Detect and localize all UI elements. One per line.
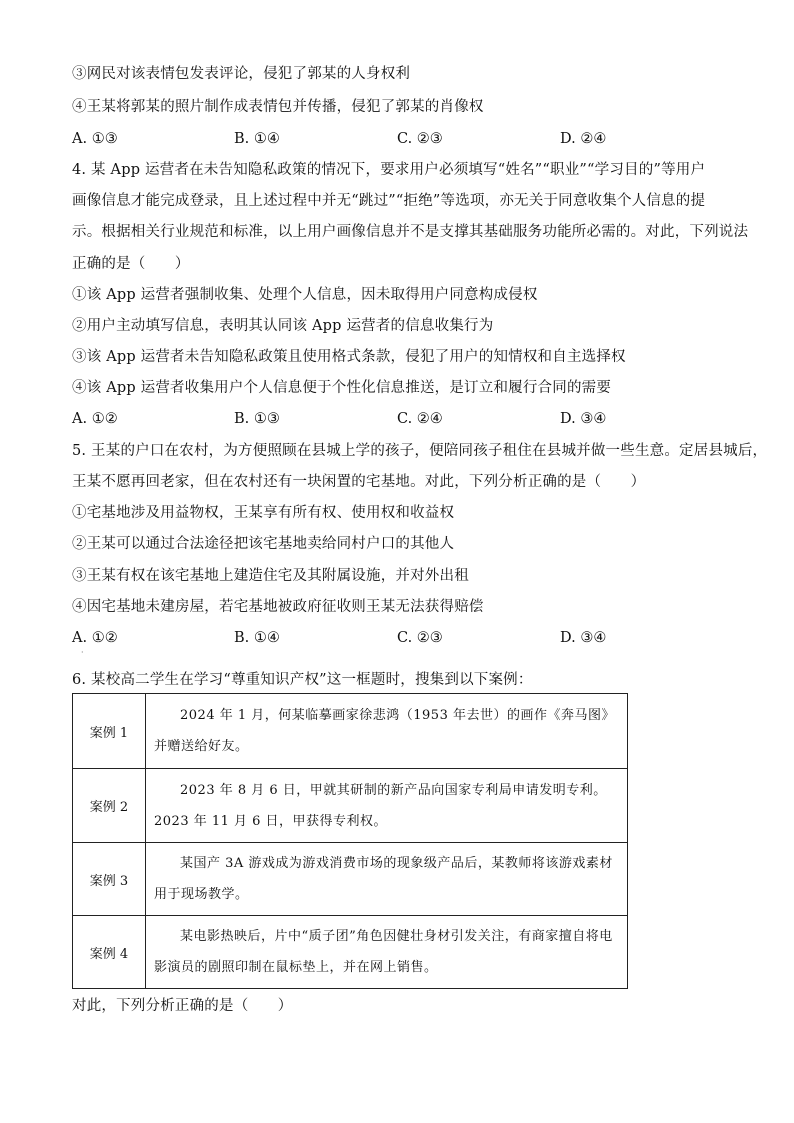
q4-stem-line-4: 正确的是（ ） xyxy=(72,256,190,272)
table-row xyxy=(73,916,628,989)
option-b: B. ①④ xyxy=(234,131,280,147)
case-label: 案例 4 xyxy=(73,916,146,989)
option-c: C. ②③ xyxy=(397,131,443,147)
q5-stem-line-2: 王某不愿再回老家，但在农村还有一块闲置的宅基地。对此，下列分析正确的是（ ） xyxy=(72,474,646,490)
option-d: D. ③④ xyxy=(560,630,607,646)
q4-stem-line-1: 4. 某 App 运营者在未告知隐私政策的情况下，要求用户必须填写“姓名”“职业”“学习目的”等用户 xyxy=(72,162,706,178)
option-c: C. ②④ xyxy=(397,411,443,427)
table-row xyxy=(73,769,628,843)
table-row xyxy=(73,694,628,769)
option-d: D. ③④ xyxy=(560,411,607,427)
table-row xyxy=(73,843,628,916)
q5-stem-line-1: 5. 王某的户口在农村，为方便照顾在县城上学的孩子，便陪同孩子租住在县城并做一些生意。定居县城后， xyxy=(72,443,768,459)
q3-options xyxy=(72,129,732,149)
case-text: 某国产 3A 游戏成为游戏消费市场的现象级产品后，某教师将该游戏素材用于现场教学。 xyxy=(146,843,628,916)
q3-item-3: ③网民对该表情包发表评论，侵犯了郭某的人身权利 xyxy=(72,66,411,82)
q5-item-2: ②王某可以通过合法途径把该宅基地卖给同村户口的其他人 xyxy=(72,536,455,552)
option-b: B. ①③ xyxy=(234,411,280,427)
option-a: A. ①② xyxy=(72,411,118,427)
option-a: A. ①② xyxy=(72,630,118,646)
stray-mark: · xyxy=(81,648,84,657)
q4-item-1: ①该 App 运营者强制收集、处理个人信息，因未取得用户同意构成侵权 xyxy=(72,287,538,303)
q4-stem-line-2: 画像信息才能完成登录，且上述过程中并无“跳过”“拒绝”等选项，亦无关于同意收集个人信息的提 xyxy=(72,193,706,209)
case-text: 某电影热映后，片中“质子团”角色因健壮身材引发关注，有商家擅自将电影演员的剧照印制在鼠标垫上，并在网上销售。 xyxy=(146,916,628,989)
option-a: A. ①③ xyxy=(72,131,118,147)
q4-stem-line-3: 示。根据相关行业规范和标准，以上用户画像信息并不是支撑其基础服务功能所必需的。对此，下列说法 xyxy=(72,224,749,240)
q4-options xyxy=(72,409,732,429)
q4-item-4: ④该 App 运营者收集用户个人信息便于个性化信息推送，是订立和履行合同的需要 xyxy=(72,380,612,396)
case-text: 2024 年 1 月，何某临摹画家徐悲鸿（1953 年去世）的画作《奔马图》并赠送给好友。 xyxy=(146,694,628,769)
case-label: 案例 1 xyxy=(73,694,146,769)
q5-item-3: ③王某有权在该宅基地上建造住宅及其附属设施，并对外出租 xyxy=(72,568,469,584)
option-d: D. ②④ xyxy=(560,131,607,147)
option-c: C. ②③ xyxy=(397,630,443,646)
q5-options xyxy=(72,628,732,648)
case-label: 案例 3 xyxy=(73,843,146,916)
q5-item-1: ①宅基地涉及用益物权，王某享有所有权、使用权和收益权 xyxy=(72,505,455,521)
q4-item-2: ②用户主动填写信息，表明其认同该 App 运营者的信息收集行为 xyxy=(72,318,494,334)
q3-item-4: ④王某将郭某的照片制作成表情包并传播，侵犯了郭某的肖像权 xyxy=(72,99,484,115)
case-text: 2023 年 8 月 6 日，甲就其研制的新产品向国家专利局申请发明专利。2023 年 11 月 6 日，甲获得专利权。 xyxy=(146,769,628,843)
q6-stem: 6. 某校高二学生在学习“尊重知识产权”这一框题时，搜集到以下案例： xyxy=(72,672,533,688)
case-label: 案例 2 xyxy=(73,769,146,843)
q6-question: 对此，下列分析正确的是（ ） xyxy=(72,998,293,1014)
q4-item-3: ③该 App 运营者未告知隐私政策且使用格式条款，侵犯了用户的知情权和自主选择权 xyxy=(72,349,626,365)
case-table xyxy=(72,693,628,989)
option-b: B. ①④ xyxy=(234,630,280,646)
q5-item-4: ④因宅基地未建房屋，若宅基地被政府征收则王某无法获得赔偿 xyxy=(72,599,484,615)
